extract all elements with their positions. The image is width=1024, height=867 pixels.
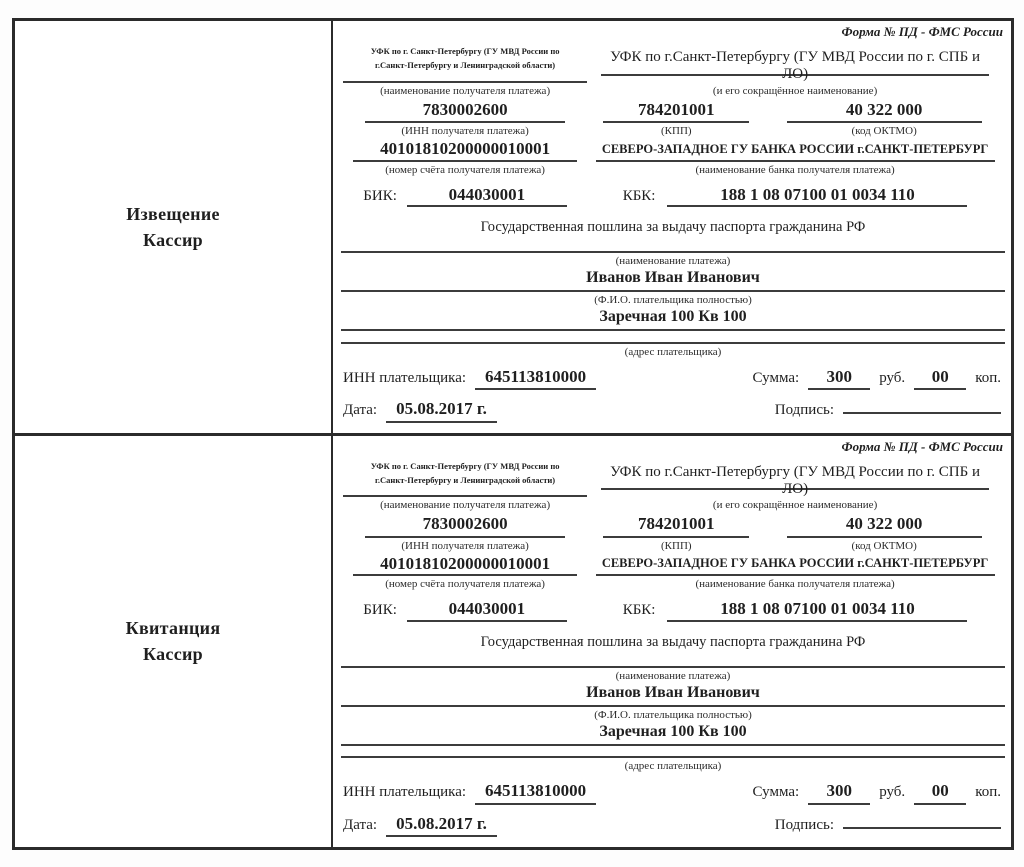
inn-sum-row — [343, 781, 1003, 804]
payee-fullname-block — [343, 40, 587, 97]
sum-kop-value: 00 — [914, 781, 966, 804]
payer-address-value: Заречная 100 Кв 100 — [599, 722, 747, 740]
date-group — [343, 814, 497, 837]
payee-header-row — [343, 455, 1003, 512]
bik-kbk-row — [343, 185, 1003, 207]
kpp-value: 784201001 — [603, 100, 749, 123]
form-number: Форма № ПД - ФМС России — [841, 438, 1003, 454]
account-value: 40101810200000010001 — [353, 139, 578, 161]
kpp-label: (КПП) — [661, 539, 692, 552]
section-subtitle: Кассир — [143, 644, 203, 665]
date-label: Дата: — [343, 402, 378, 419]
sum-label: Сумма: — [752, 369, 800, 386]
payer-inn-value: 645113810000 — [475, 781, 596, 804]
payee-inn-label: (ИНН получателя платежа) — [401, 125, 529, 138]
sum-label: Сумма: — [752, 784, 800, 801]
bank-col — [587, 142, 1003, 176]
purpose-label: (наименование платежа) — [615, 669, 731, 682]
payee-name-label: (наименование получателя платежа) — [380, 499, 551, 512]
payment-form-table — [12, 18, 1014, 850]
section-stub — [15, 21, 333, 433]
payee-fullname-line1: УФК по г. Санкт-Петербургу (ГУ МВД России по — [370, 460, 560, 471]
oktmo-col — [765, 514, 1003, 551]
sum-group — [753, 781, 1003, 804]
payee-inn-col — [343, 514, 587, 551]
payee-fullname — [343, 455, 587, 498]
kpp-value: 784201001 — [603, 514, 749, 537]
account-col — [343, 554, 587, 590]
kbk-value: 188 1 08 07100 01 0034 110 — [667, 599, 967, 621]
section-title: Извещение — [126, 203, 220, 224]
payer-inn-group — [343, 367, 596, 390]
oktmo-label: (код ОКТМО) — [851, 125, 917, 138]
section-kvitantsiya — [15, 433, 1011, 848]
payee-shortname-label: (и его сокращённое наименование) — [712, 84, 878, 97]
payee-shortname-label: (и его сокращённое наименование) — [712, 499, 878, 512]
inn-sum-row — [343, 367, 1003, 390]
account-label: (номер счёта получателя платежа) — [385, 163, 545, 176]
sum-rub-value: 300 — [808, 781, 870, 804]
payer-address-value: Заречная 100 Кв 100 — [599, 308, 747, 326]
payee-fullname-block — [343, 455, 587, 512]
payee-shortname-block — [587, 49, 1003, 97]
sum-group — [753, 367, 1003, 390]
payee-shortname: УФК по г.Санкт-Петербургу (ГУ МВД России по г. СПБ и ЛО) — [587, 49, 1003, 83]
sum-kop-value: 00 — [914, 367, 966, 390]
signature-line — [843, 814, 1001, 829]
rub-label: руб. — [879, 784, 906, 801]
kpp-col — [587, 514, 765, 551]
payer-inn-label: ИНН плательщика: — [343, 784, 467, 801]
payer-name-value: Иванов Иван Иванович — [586, 683, 760, 701]
date-label: Дата: — [343, 816, 378, 833]
signature-label: Подпись: — [774, 402, 834, 419]
bank-label: (наименование банка получателя платежа) — [695, 578, 895, 591]
payer-inn-value: 645113810000 — [475, 367, 596, 390]
section-izveshchenie — [15, 21, 1011, 433]
payee-inn-value: 7830002600 — [365, 100, 565, 123]
payee-inn-label: (ИНН получателя платежа) — [401, 539, 529, 552]
bank-col — [587, 556, 1003, 590]
payee-fullname-line2: г.Санкт-Петербургу и Ленинградской области) — [375, 60, 556, 71]
kop-label: коп. — [975, 369, 1001, 386]
kbk-group — [587, 599, 1003, 621]
payer-name-label: (Ф.И.О. плательщика полностью) — [594, 708, 752, 721]
payee-inn-col — [343, 100, 587, 137]
bank-name-value: СЕВЕРО-ЗАПАДНОЕ ГУ БАНКА РОССИИ г.САНКТ-ПЕТЕРБУРГ — [596, 556, 995, 576]
oktmo-value: 40 322 000 — [787, 514, 982, 537]
bank-name-value: СЕВЕРО-ЗАПАДНОЕ ГУ БАНКА РОССИИ г.САНКТ-ПЕТЕРБУРГ — [596, 142, 995, 162]
kbk-label: КБК: — [622, 602, 656, 619]
account-value: 40101810200000010001 — [353, 554, 578, 576]
rub-label: руб. — [879, 369, 906, 386]
oktmo-value: 40 322 000 — [787, 100, 982, 123]
bik-kbk-row — [343, 599, 1003, 621]
payee-fullname-line2: г.Санкт-Петербургу и Ленинградской области) — [375, 474, 556, 485]
bik-group — [343, 185, 587, 207]
date-value: 05.08.2017 г. — [386, 814, 497, 837]
signature-line — [843, 399, 1001, 414]
payee-header-row — [343, 40, 1003, 97]
signature-label: Подпись: — [774, 816, 834, 833]
account-bank-row — [343, 139, 1003, 175]
payer-address-label: (адрес плательщика) — [624, 345, 722, 358]
payee-fullname — [343, 40, 587, 83]
payee-inn-value: 7830002600 — [365, 514, 565, 537]
oktmo-col — [765, 100, 1003, 137]
payer-inn-group — [343, 781, 596, 804]
payer-inn-label: ИНН плательщика: — [343, 369, 467, 386]
payer-name-label: (Ф.И.О. плательщика полностью) — [594, 294, 752, 307]
bik-label: БИК: — [363, 602, 397, 619]
signature-group — [775, 814, 1003, 834]
signature-group — [775, 399, 1003, 419]
form-number: Форма № ПД - ФМС России — [841, 24, 1003, 39]
bik-value: 044030001 — [407, 599, 567, 621]
date-value: 05.08.2017 г. — [386, 399, 497, 422]
oktmo-label: (код ОКТМО) — [851, 539, 917, 552]
kpp-col — [587, 100, 765, 137]
bank-label: (наименование банка получателя платежа) — [695, 163, 895, 176]
purpose-label: (наименование платежа) — [615, 255, 731, 268]
payer-address-label: (адрес плательщика) — [624, 760, 722, 773]
payee-codes-row — [343, 100, 1003, 137]
date-group — [343, 399, 497, 422]
kpp-label: (КПП) — [661, 125, 692, 138]
payee-codes-row — [343, 514, 1003, 551]
section-stub — [15, 436, 333, 848]
account-bank-row — [343, 554, 1003, 590]
bik-group — [343, 599, 587, 621]
payee-shortname: УФК по г.Санкт-Петербургу (ГУ МВД России по г. СПБ и ЛО) — [587, 464, 1003, 498]
bik-label: БИК: — [363, 187, 397, 204]
sum-rub-value: 300 — [808, 367, 870, 390]
section-subtitle: Кассир — [143, 229, 203, 250]
kbk-value: 188 1 08 07100 01 0034 110 — [667, 185, 967, 207]
payment-purpose: Государственная пошлина за выдачу паспорта гражданина РФ — [480, 219, 866, 236]
payee-name-label: (наименование получателя платежа) — [380, 84, 551, 97]
kbk-group — [587, 185, 1003, 207]
payer-name-value: Иванов Иван Иванович — [586, 269, 760, 287]
form-body — [333, 21, 1011, 433]
account-label: (номер счёта получателя платежа) — [385, 578, 545, 591]
section-title: Квитанция — [125, 618, 221, 639]
kbk-label: КБК: — [622, 187, 656, 204]
date-signature-row — [343, 399, 1003, 422]
form-body — [333, 436, 1011, 848]
payment-purpose: Государственная пошлина за выдачу паспорта гражданина РФ — [480, 633, 866, 650]
account-col — [343, 139, 587, 175]
payee-fullname-line1: УФК по г. Санкт-Петербургу (ГУ МВД России по — [370, 46, 560, 56]
bik-value: 044030001 — [407, 185, 567, 207]
kop-label: коп. — [975, 784, 1001, 801]
payee-shortname-block — [587, 464, 1003, 512]
date-signature-row — [343, 814, 1003, 837]
